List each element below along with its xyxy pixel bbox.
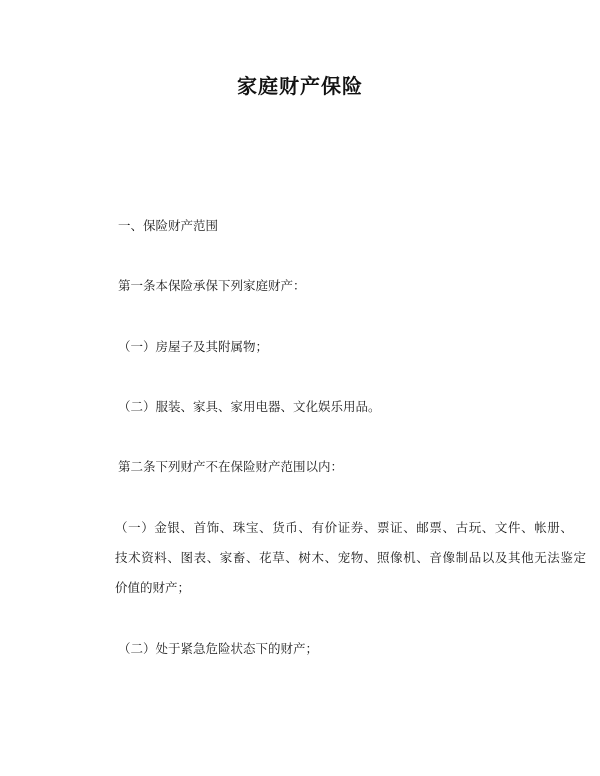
article-2: 第二条下列财产不在保险财产范围以内： [118, 459, 344, 474]
article-2-item-1-line-1: （一）金银、首饰、珠宝、货币、有价证券、票证、邮票、古玩、文件、帐册、 [115, 520, 574, 535]
article-2-item-2: （二）处于紧急危险状态下的财产； [118, 641, 319, 656]
article-2-item-1-line-2: 技术资料、图表、家畜、花草、树木、宠物、照像机、音像制品以及其他无法鉴定 [115, 550, 587, 565]
document-title: 家庭财产保险 [237, 74, 363, 98]
article-1-item-2: （二）服装、家具、家用电器、文化娱乐用品。 [118, 399, 381, 414]
article-1: 第一条本保险承保下列家庭财产： [118, 278, 306, 293]
article-1-item-1: （一）房屋子及其附属物； [118, 339, 269, 354]
section-heading: 一、保险财产范围 [118, 218, 219, 233]
article-2-item-1-line-3: 价值的财产； [115, 580, 191, 595]
